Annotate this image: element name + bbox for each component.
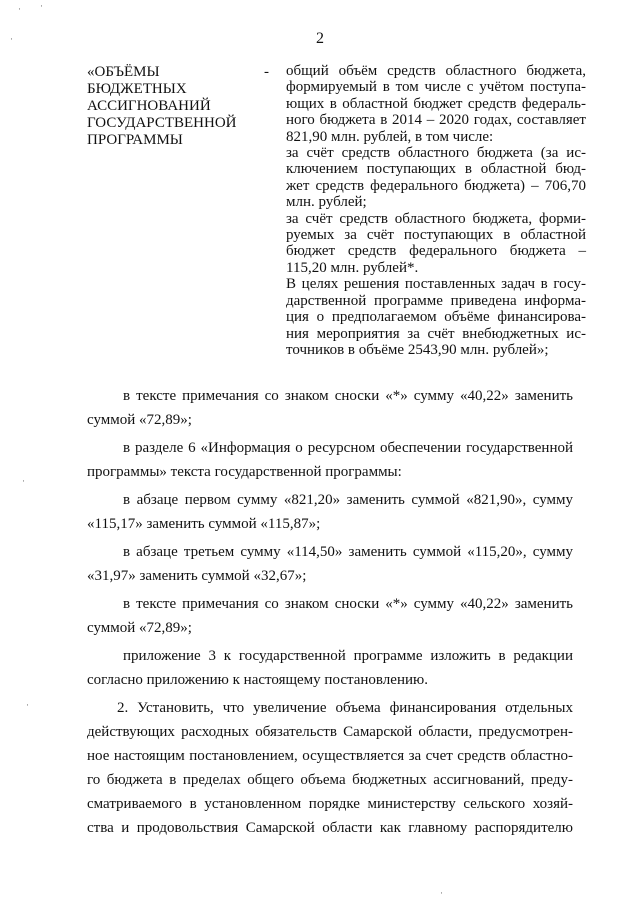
body-line: программы» текста государственной программы:	[87, 464, 402, 480]
heading-line: БЮДЖЕТНЫХ	[87, 81, 187, 97]
heading-line: ГОСУДАРСТВЕННОЙ	[87, 115, 237, 131]
description-line: за счёт средств областного бюджета (за ис-	[286, 145, 586, 162]
description-line: дарственной программе приведена информа-	[286, 292, 586, 309]
description-line: за счёт средств областного бюджета, форми-	[286, 210, 586, 227]
body-line: действующих расходных обязательств Самарской области, предусмотрен-	[87, 724, 573, 740]
description-line: точников в объёме 2543,90 млн. рублей»;	[286, 341, 549, 358]
body-line: 2. Установить, что увеличение объема финансирования отдельных	[117, 700, 573, 716]
body-line: согласно приложению к настоящему постановлению.	[87, 672, 428, 688]
heading-dash: -	[264, 64, 269, 80]
description-line: жет средств федерального бюджета) – 706,70	[286, 177, 586, 194]
description-line: ция о предполагаемом объёме финансирова-	[286, 309, 586, 326]
body-line: в абзаце первом сумму «821,20» заменить суммой «821,90», сумму	[123, 492, 573, 508]
body-line: «115,17» заменить суммой «115,87»;	[87, 516, 321, 532]
body-line: сматриваемого в установленном порядке министерству сельского хозяй-	[87, 796, 573, 812]
body-line: суммой «72,89»;	[87, 412, 192, 428]
heading-line: ПРОГРАММЫ	[87, 132, 183, 148]
description-line: 115,20 млн. рублей*.	[286, 259, 419, 276]
heading-line: «ОБЪЁМЫ	[87, 64, 160, 80]
scan-speck: ·	[10, 34, 13, 44]
description-line: формируемый в том числе с учётом поступа-	[286, 79, 586, 96]
description-line: млн. рублей;	[286, 194, 367, 211]
description-line: В целях решения поставленных задач в госу-	[286, 276, 586, 293]
body-line: в тексте примечания со знаком сноски «*» сумму «40,22» заменить	[123, 388, 573, 404]
body-line: «31,97» заменить суммой «32,67»;	[87, 568, 307, 584]
body-text	[87, 384, 573, 840]
description-line: ключением поступающих в областной бюд-	[286, 161, 586, 178]
body-line: в тексте примечания со знаком сноски «*» сумму «40,22» заменить	[123, 596, 573, 612]
scan-speck: ·	[18, 4, 21, 14]
body-line: го бюджета в пределах общего объема бюджетных ассигнований, преду-	[87, 772, 573, 788]
scan-speck: ·	[40, 1, 43, 11]
description-line: 821,90 млн. рублей, в том числе:	[286, 128, 494, 145]
body-line: суммой «72,89»;	[87, 620, 192, 636]
scan-speck: ·	[22, 476, 25, 486]
scan-speck: ·	[440, 888, 443, 898]
passport-heading	[87, 64, 257, 149]
body-line: ства и продовольствия Самарской области как главному распорядителю	[87, 820, 573, 836]
scan-speck: ·	[26, 700, 29, 710]
budget-description	[286, 63, 586, 358]
page-number: 2	[316, 30, 324, 47]
body-line: приложение 3 к государственной программе изложить в редакции	[123, 648, 573, 664]
description-line: бюджет средств федерального бюджета –	[286, 243, 586, 260]
body-line: в разделе 6 «Информация о ресурсном обеспечении государственной	[123, 440, 573, 456]
description-line: ния мероприятия за счёт внебюджетных ис-	[286, 325, 586, 342]
heading-line: АССИГНОВАНИЙ	[87, 98, 211, 114]
body-line: ное настоящим постановлением, осуществляется за счет средств областно-	[87, 748, 573, 764]
description-line: ющих в областной бюджет средств федераль-	[286, 95, 586, 112]
description-line: ного бюджета в 2014 – 2020 годах, составляет	[286, 112, 586, 129]
description-line: общий объём средств областного бюджета,	[286, 63, 586, 79]
body-line: в абзаце третьем сумму «114,50» заменить суммой «115,20», сумму	[123, 544, 573, 560]
description-line: руемых за счёт поступающих в областной	[286, 227, 586, 244]
